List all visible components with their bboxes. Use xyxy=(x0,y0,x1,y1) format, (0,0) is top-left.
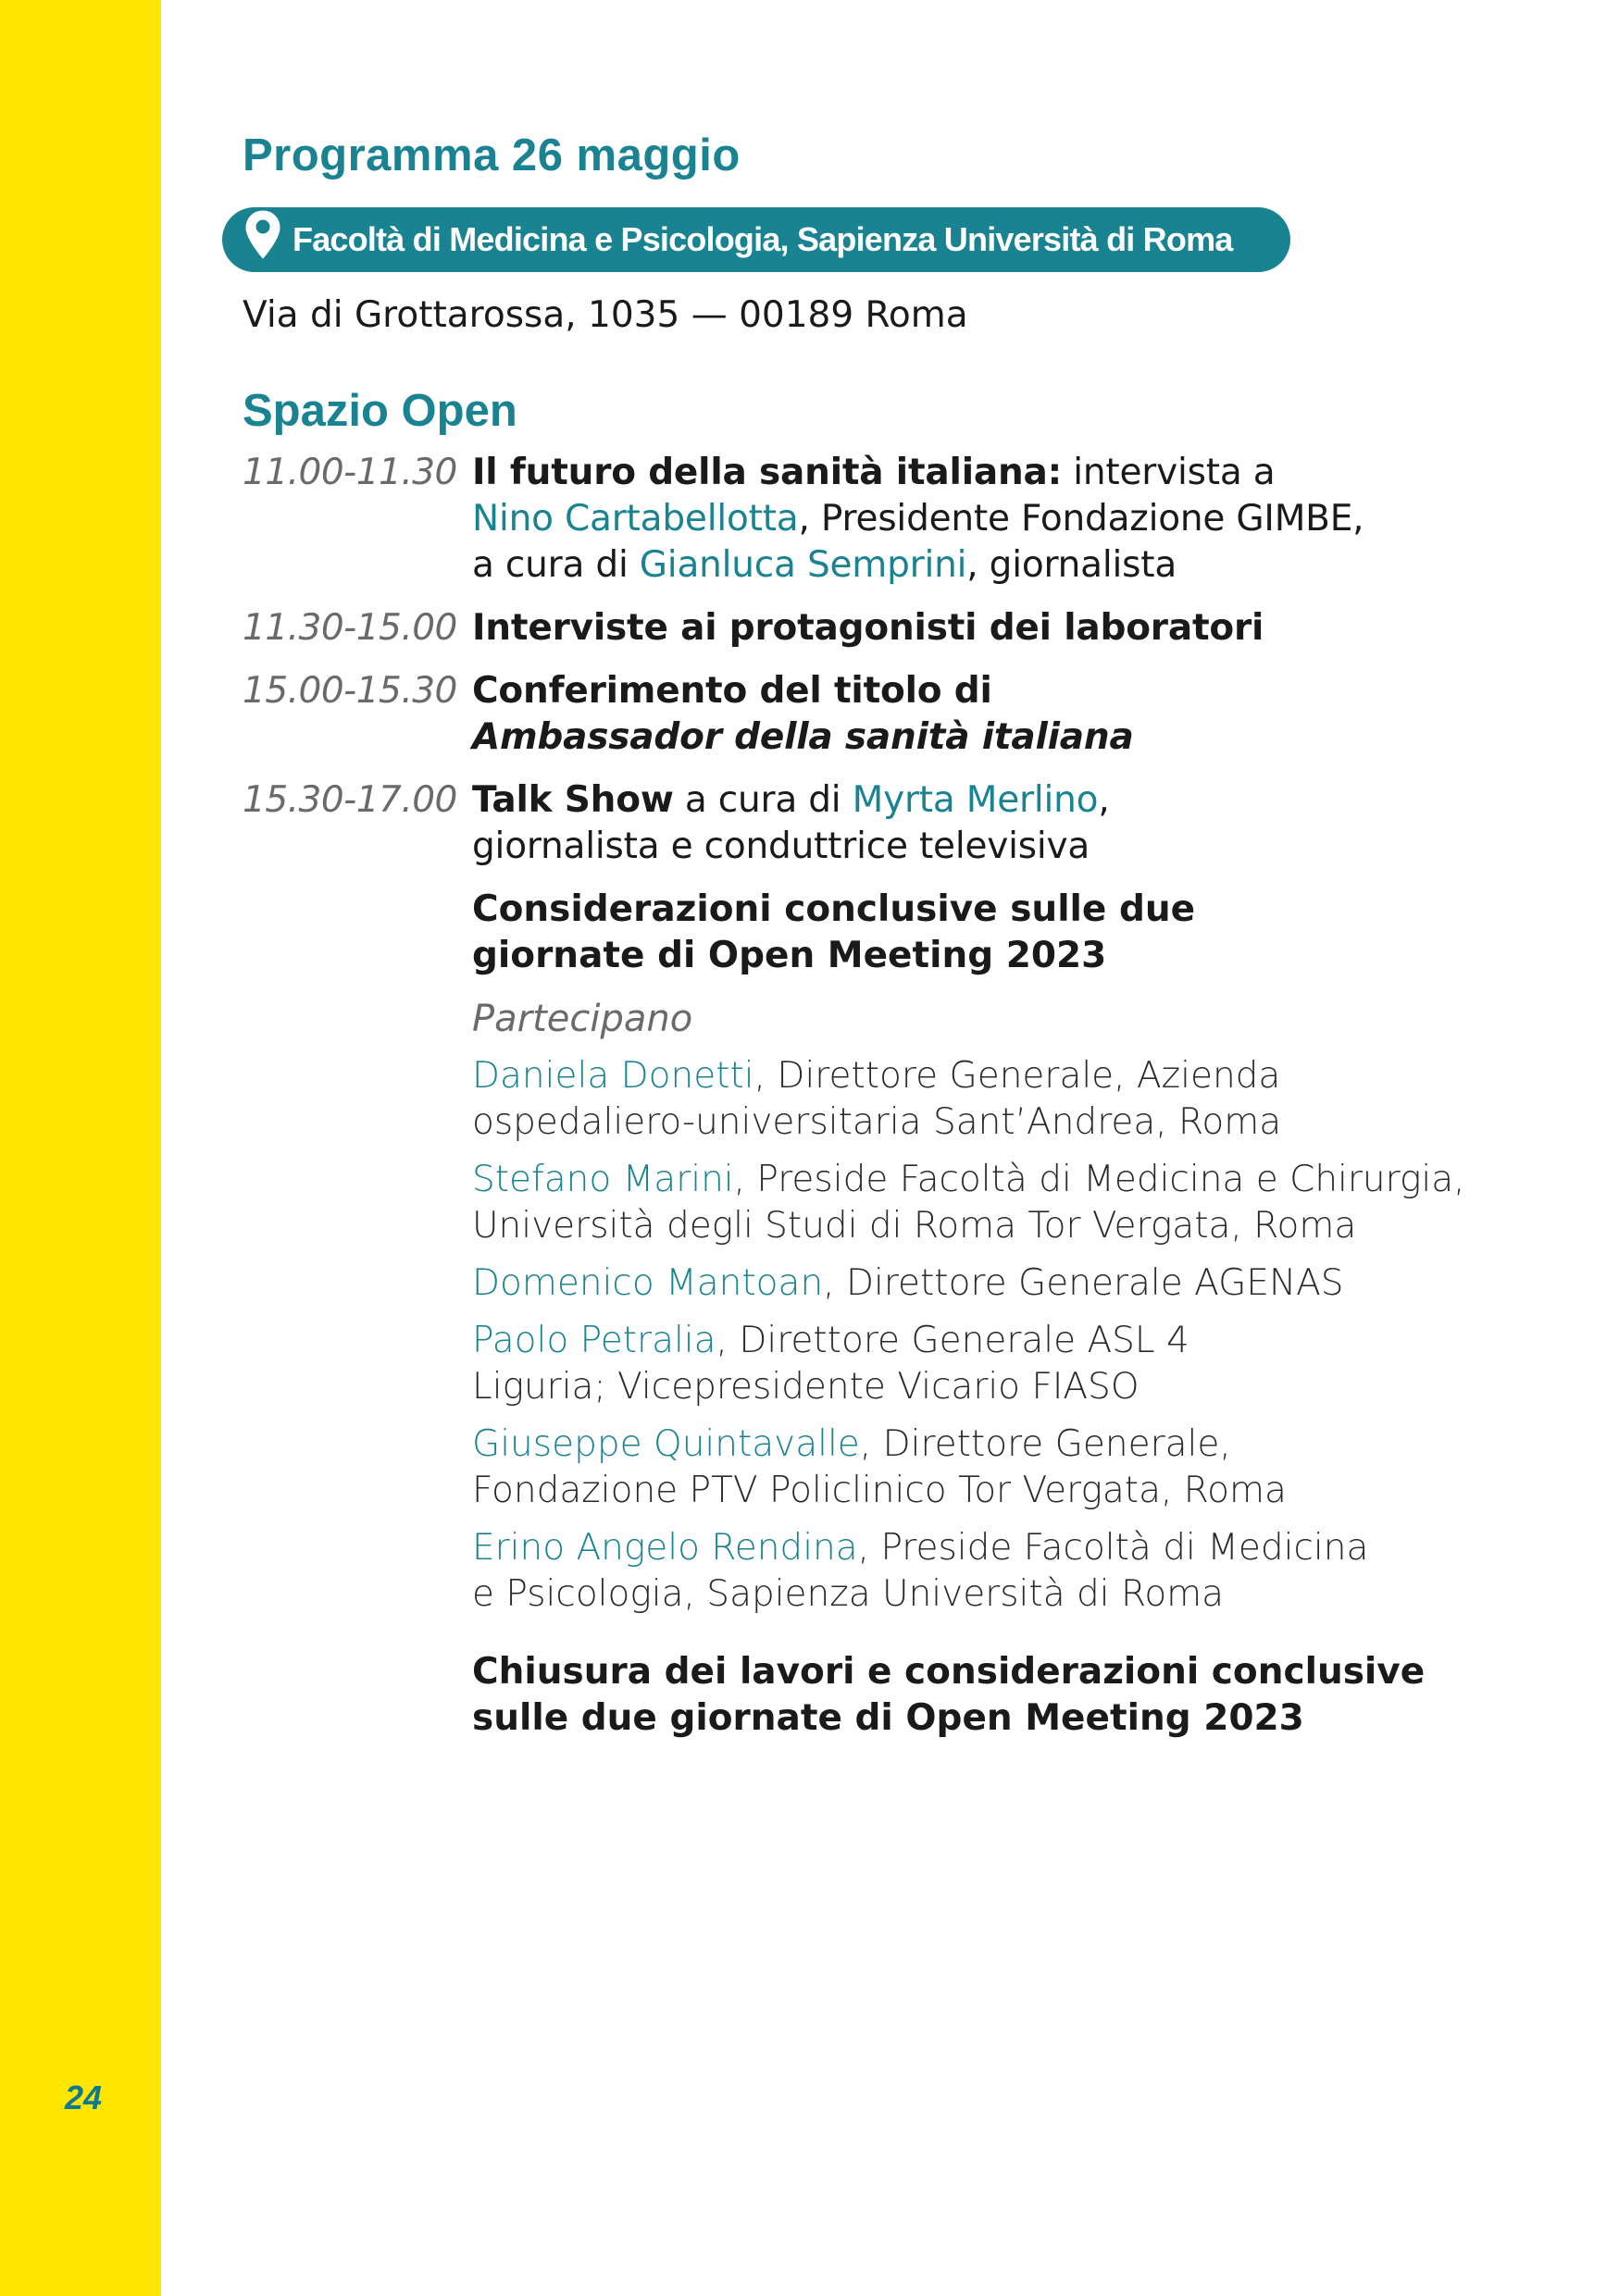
award-title: Ambassador della sanità italiana xyxy=(472,716,1134,758)
session-time: 11.30-15.00 xyxy=(243,607,457,649)
venue-banner xyxy=(222,207,1290,272)
session-item xyxy=(243,450,1538,589)
speaker-name: Myrta Merlino xyxy=(852,779,1099,821)
participant-role: , Preside Facoltà di Medicina xyxy=(857,1527,1369,1569)
page-number: 24 xyxy=(65,2079,103,2116)
participant-name: Domenico Mantoan xyxy=(472,1262,824,1304)
session-item xyxy=(243,777,1538,870)
side-band xyxy=(0,0,161,2296)
participant-name: Paolo Petralia xyxy=(472,1320,716,1361)
participant-role: , Direttore Generale ASL 4 xyxy=(716,1320,1189,1361)
location-pin-icon xyxy=(243,207,283,265)
participant-role: Fondazione PTV Policlinico Tor Vergata, Roma xyxy=(472,1470,1287,1511)
participant-item xyxy=(472,1421,1538,1514)
session-description xyxy=(472,777,1110,870)
speaker-role: , Presidente Fondazione GIMBE, xyxy=(798,498,1364,540)
venue-address: Via di Grottarossa, 1035 — 00189 Roma xyxy=(243,294,968,336)
page-title: Programma 26 maggio xyxy=(243,130,741,180)
session-text: intervista a xyxy=(1062,452,1276,493)
session-item xyxy=(243,605,1538,652)
participant-name: Daniela Donetti xyxy=(472,1055,754,1097)
participant-role: Università degli Studi di Roma Tor Vergata, Roma xyxy=(472,1205,1357,1247)
participant-role: e Psicologia, Sapienza Università di Roma xyxy=(472,1573,1225,1615)
session-text: , xyxy=(1098,779,1110,821)
considerations-heading: Considerazioni conclusive sulle due giornate di Open Meeting 2023 xyxy=(472,888,1196,976)
participant-role: , Direttore Generale, xyxy=(859,1423,1231,1465)
participant-role: ospedaliero-universitaria Sant’Andrea, Roma xyxy=(472,1101,1282,1143)
speaker-role: giornalista e conduttrice televisiva xyxy=(472,825,1090,867)
participant-item xyxy=(472,1525,1538,1618)
session-time: 15.00-15.30 xyxy=(243,670,457,712)
session-description xyxy=(472,605,1264,652)
venue-name: Facoltà di Medicina e Psicologia, Sapienza Università di Roma xyxy=(293,220,1233,258)
participant-role: , Direttore Generale, Azienda xyxy=(753,1055,1281,1097)
session-title: Interviste ai protagonisti dei laboratori xyxy=(472,607,1264,649)
session-title: Talk Show xyxy=(472,779,674,821)
session-time: 15.30-17.00 xyxy=(243,779,457,821)
participant-name: Erino Angelo Rendina xyxy=(472,1527,858,1569)
session-text: a cura di xyxy=(673,779,853,821)
participant-item xyxy=(472,1157,1538,1249)
participant-name: Giuseppe Quintavalle xyxy=(472,1423,860,1465)
participant-role: , Direttore Generale AGENAS xyxy=(823,1262,1344,1304)
section-title: Spazio Open xyxy=(243,386,517,436)
session-text: a cura di xyxy=(472,544,640,586)
speaker-role: , giornalista xyxy=(966,544,1177,586)
participant-role: Liguria; Vicepresidente Vicario FIASO xyxy=(472,1366,1140,1408)
session-description xyxy=(472,450,1364,589)
session-title: Il futuro della sanità italiana: xyxy=(472,452,1063,493)
speaker-name: Gianluca Semprini xyxy=(639,544,967,586)
session-item xyxy=(243,668,1538,761)
schedule xyxy=(243,450,1538,1742)
participant-name: Stefano Marini xyxy=(472,1159,734,1200)
session-time: 11.00-11.30 xyxy=(243,452,457,493)
closing-heading: Chiusura dei lavori e considerazioni conclusive sulle due giornate di Open Meeting 2023 xyxy=(472,1651,1426,1739)
participant-item xyxy=(472,1318,1538,1410)
session-title: Conferimento del titolo di xyxy=(472,670,992,712)
participant-item xyxy=(472,1053,1538,1146)
participant-item xyxy=(472,1260,1538,1307)
session-description xyxy=(472,668,1134,761)
participant-role: , Preside Facoltà di Medicina e Chirurgia, xyxy=(733,1159,1465,1200)
speaker-name: Nino Cartabellotta xyxy=(472,498,799,540)
participants-label: Partecipano xyxy=(472,998,693,1040)
